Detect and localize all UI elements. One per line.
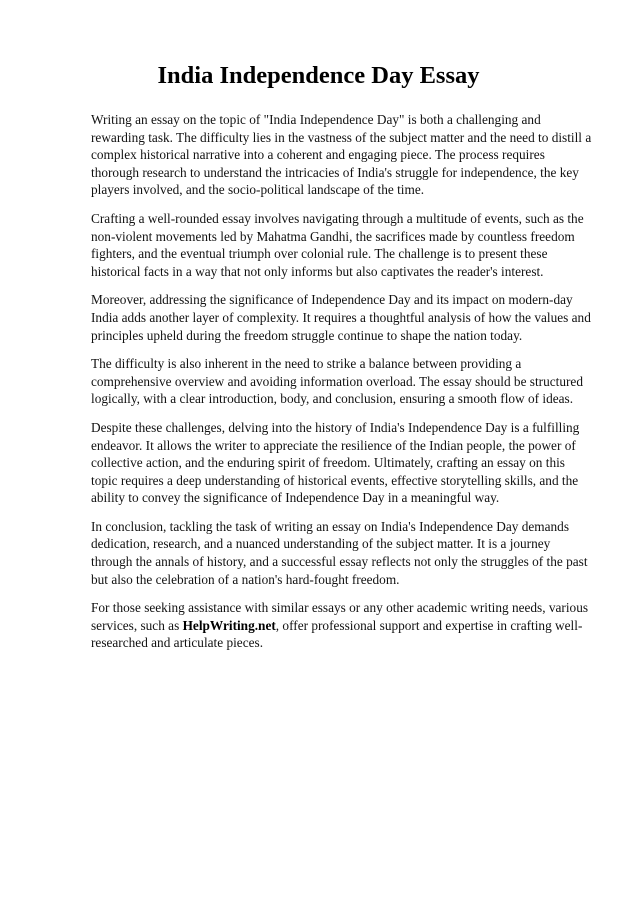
paragraph-conclusion: In conclusion, tackling the task of writing an essay on India's Independence Day demands dedication, research, and a nuanced understanding of the subject matter. It is a journey through the annals of history, and a successful essay reflects not only the struggles of the past but also the celebration of a nation's hard-fought freedom. — [91, 518, 588, 587]
helpwriting-link[interactable]: HelpWriting.net — [182, 617, 276, 633]
paragraph-challenges: Despite these challenges, delving into the history of India's Independence Day is a fulfilling endeavor. It allows the writer to appreciate the resilience of the Indian people, the power of collective action, and the enduring spirit of freedom. Ultimately, crafting an essay on this topic requires a deep understanding of historical events, effective storytelling skills, and the ability to convey the significance of Independence Day in a meaningful way. — [91, 419, 580, 506]
paragraph-intro: Writing an essay on the topic of "India Independence Day" is both a challenging and rewarding task. The difficulty lies in the vastness of the subject matter and the need to distill a complex historical narrative into a coherent and engaging piece. The process requires thorough research to understand the intricacies of India's struggle for independence, the key players involved, and the socio-political landscape of the time. — [91, 112, 592, 198]
paragraph-closing — [91, 599, 592, 652]
paragraph-significance: Moreover, addressing the significance of Independence Day and its impact on modern-day India adds another layer of complexity. It requires a thoughtful analysis of how the values and principles upheld during the freedom struggle continue to shape the nation today. — [91, 292, 591, 343]
page-title: India Independence Day Essay — [157, 62, 480, 89]
closing-text-after-link: , offer professional support and expertise in crafting well-researched and articulate pieces. — [91, 617, 583, 651]
paragraph-crafting: Crafting a well-rounded essay involves navigating through a multitude of events, such as the non-violent movements led by Mahatma Gandhi, the sacrifices made by countless freedom fighters, and the eventual triumph over colonial rule. The challenge is to present these historical facts in a way that not only informs but also captivates the reader's interest. — [91, 210, 584, 279]
paragraph-difficulty: The difficulty is also inherent in the need to strike a balance between providing a comprehensive overview and avoiding information overload. The essay should be structured logically, with a clear introduction, body, and conclusion, ensuring a smooth flow of ideas. — [91, 356, 583, 407]
closing-text-before-link: For those seeking assistance with similar essays or any other academic writing needs, various services, such as — [91, 600, 589, 633]
